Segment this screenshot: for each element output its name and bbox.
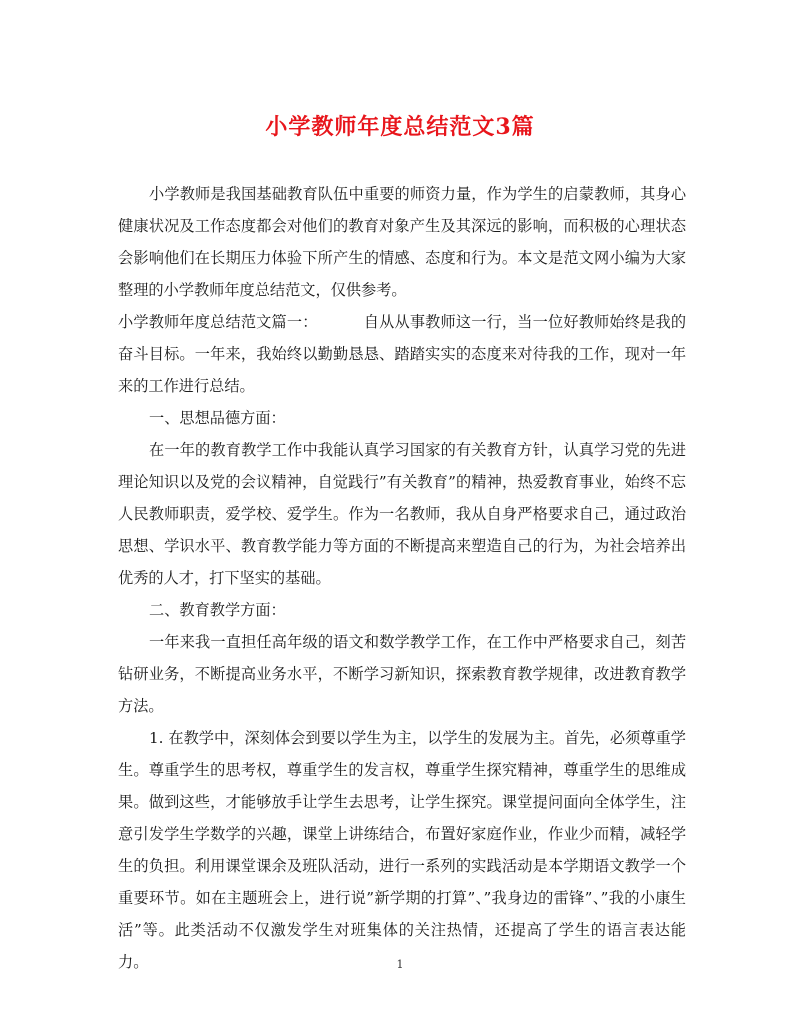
morality-paragraph: 在一年的教育教学工作中我能认真学习国家的有关教育方针，认真学习党的先进理论知识以及党的会议精神，自觉践行”有关教育”的精神，热爱教育事业，始终不忘人民教师职责，爱学校、爱学生。作为一名教师，我从自身严格要求自己，通过政治思想、学识水平、教育教学能力等方面的不断提高来塑造自己的行为，为社会培养出优秀的人才，打下坚实的基础。 [118,441,686,587]
document-body [118,178,686,978]
section-heading-morality: 一、思想品德方面： [149,409,286,427]
article-one-label: 小学教师年度总结范文篇一： [118,313,318,331]
teaching-point-one-paragraph: 1. 在教学中，深刻体会到要以学生为主，以学生的发展为主。首先，必须尊重学生。尊重学生的思考权，尊重学生的发言权，尊重学生探究精神，尊重学生的思维成果。做到这些，才能够放手让学生去思考，让学生探究。课堂提问面向全体学生，注意引发学生学数学的兴趣，课堂上讲练结合，布置好家庭作业，作业少而精，减轻学生的负担。利用课堂课余及班队活动，进行一系列的实践活动是本学期语文教学一个重要环节。如在主题班会上，进行说”新学期的打算”、”我身边的雷锋”、”我的小康生活”等。此类活动不仅激发学生对班集体的关注热情，还提高了学生的语言表达能力。 [118,729,686,971]
article-one-paragraph [118,306,686,402]
section-heading-teaching: 二、教育教学方面： [149,601,286,619]
page-number: 1 [396,958,404,971]
intro-paragraph: 小学教师是我国基础教育队伍中重要的师资力量，作为学生的启蒙教师，其身心健康状况及工作态度都会对他们的教育对象产生及其深远的影响，而积极的心理状态会影响他们在长期压力体验下所产生的情感、态度和行为。本文是范文网小编为大家整理的小学教师年度总结范文，仅供参考。 [118,185,686,299]
teaching-paragraph: 一年来我一直担任高年级的语文和数学教学工作，在工作中严格要求自己，刻苦钻研业务，不断提高业务水平，不断学习新知识，探索教育教学规律，改进教育教学方法。 [118,633,686,715]
page-title: 小学教师年度总结范文3篇 [265,114,535,140]
article-one-text: 自从从事教师这一行，当一位好教师始终是我的奋斗目标。一年来，我始终以勤勤恳恳、踏踏实实的态度来对待我的工作，现对一年来的工作进行总结。 [118,313,687,395]
